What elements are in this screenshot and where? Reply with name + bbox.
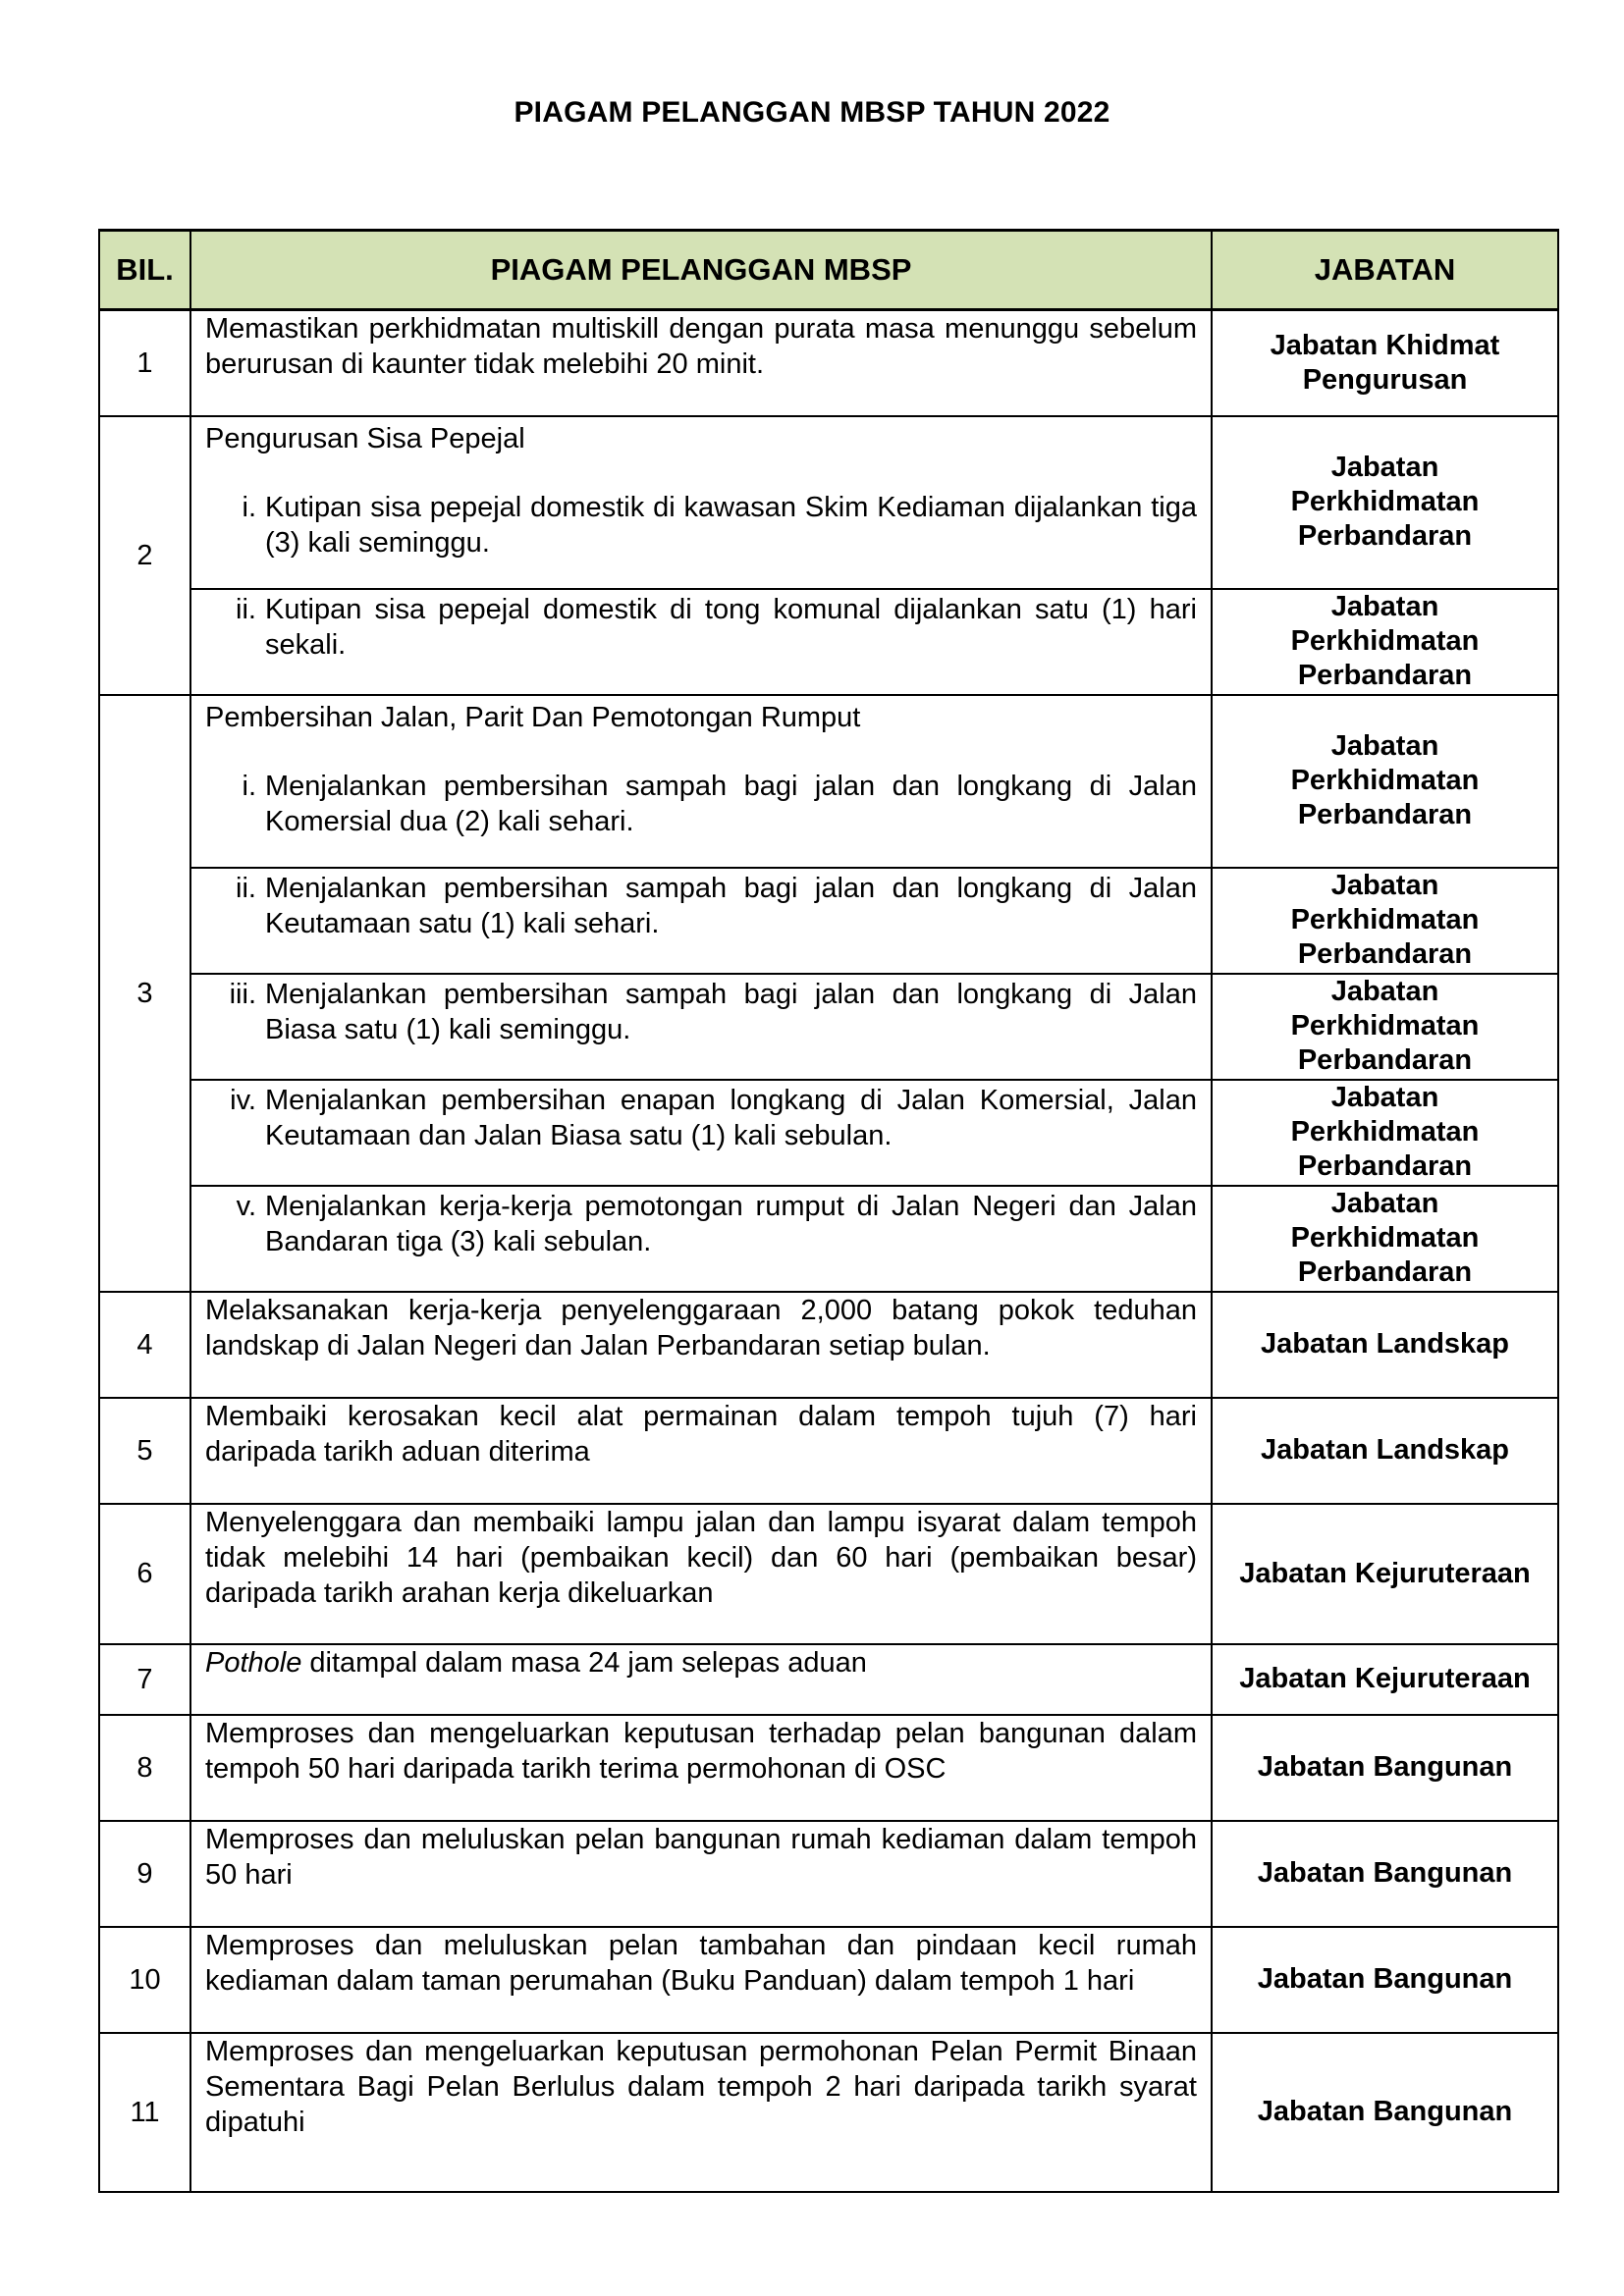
list-item <box>205 977 1197 1047</box>
department-line: Jabatan <box>1330 452 1439 483</box>
row-description <box>190 1715 1212 1821</box>
row-description <box>190 1080 1212 1186</box>
row-number: 8 <box>99 1715 190 1821</box>
list-item <box>205 871 1197 941</box>
section-heading: Pengurusan Sisa Pepejal <box>205 422 525 454</box>
department-line: Perkhidmatan <box>1290 1116 1480 1148</box>
department-line: Perbandaran <box>1297 1044 1473 1076</box>
table-row <box>99 1715 1558 1821</box>
row-department: Jabatan Kejuruteraan <box>1212 1644 1558 1715</box>
item-number: i. <box>242 491 256 523</box>
department-line: Perbandaran <box>1297 520 1473 552</box>
row-department: Jabatan Bangunan <box>1212 2033 1558 2192</box>
row-department <box>1212 1186 1558 1292</box>
row-description-text: Melaksanakan kerja-kerja penyelenggaraan 2,000 batang pokok teduhan landskap di Jalan Negeri dan Jalan Perbandaran setiap bulan. <box>205 1294 1197 1362</box>
department-line: Jabatan Khidmat <box>1270 329 1500 361</box>
department-line: Jabatan <box>1330 591 1439 622</box>
department-line: Jabatan <box>1330 976 1439 1007</box>
department-line: Jabatan <box>1330 870 1439 901</box>
row-description-text: Memastikan perkhidmatan multiskill dengan purata masa menunggu sebelum berurusan di kaunter tidak melebihi 20 minit. <box>205 313 1197 380</box>
list-item <box>205 1083 1197 1153</box>
row-department: Jabatan Bangunan <box>1212 1715 1558 1821</box>
row-description-text: Memproses dan meluluskan pelan bangunan rumah kediaman dalam tempoh 50 hari <box>205 1823 1197 1891</box>
row-description-text <box>205 1645 1197 1681</box>
item-number: i. <box>242 770 256 802</box>
item-text: Kutipan sisa pepejal domestik di tong komunal dijalankan satu (1) hari sekali. <box>265 593 1197 661</box>
table-row <box>99 2033 1558 2192</box>
row-department <box>1212 1080 1558 1186</box>
header-bil: BIL. <box>99 231 190 310</box>
row-number: 1 <box>99 310 190 416</box>
row-department <box>1212 695 1558 868</box>
item-text: Menjalankan pembersihan enapan longkang di Jalan Komersial, Jalan Keutamaan dan Jalan Biasa satu (1) kali sebulan. <box>265 1084 1197 1151</box>
row-description <box>190 416 1212 589</box>
table-row <box>99 1398 1558 1504</box>
table-row <box>99 1644 1558 1715</box>
row-number: 11 <box>99 2033 190 2192</box>
table-row <box>99 868 1558 974</box>
row-description-text: Menyelenggara dan membaiki lampu jalan dan lampu isyarat dalam tempoh tidak melebihi 14 hari (pembaikan kecil) dan 60 hari (pembaikan besar) daripada tarikh arahan kerja dikeluarkan <box>205 1506 1197 1609</box>
row-department: Jabatan Kejuruteraan <box>1212 1504 1558 1644</box>
section-heading: Pembersihan Jalan, Parit Dan Pemotongan Rumput <box>205 701 861 733</box>
department-line: Pengurusan <box>1302 363 1468 396</box>
item-text: Menjalankan pembersihan sampah bagi jalan dan longkang di Jalan Keutamaan satu (1) kali sehari. <box>265 872 1197 939</box>
table-row <box>99 310 1558 416</box>
row-description-text: Membaiki kerosakan kecil alat permainan dalam tempoh tujuh (7) hari daripada tarikh aduan diterima <box>205 1400 1197 1468</box>
row-description <box>190 868 1212 974</box>
item-text: Menjalankan pembersihan sampah bagi jalan dan longkang di Jalan Komersial dua (2) kali sehari. <box>265 770 1197 837</box>
item-number: iv. <box>230 1084 256 1116</box>
department-line: Perkhidmatan <box>1290 625 1480 657</box>
row-number: 4 <box>99 1292 190 1398</box>
table-row <box>99 1821 1558 1927</box>
row-number: 5 <box>99 1398 190 1504</box>
row-number: 10 <box>99 1927 190 2033</box>
row-department <box>1212 974 1558 1080</box>
table-row <box>99 974 1558 1080</box>
department-line: Perkhidmatan <box>1290 486 1480 517</box>
row-department <box>1212 868 1558 974</box>
department-line: Jabatan <box>1330 1188 1439 1219</box>
department-line: Perkhidmatan <box>1290 1222 1480 1254</box>
row-description <box>190 1644 1212 1715</box>
table-row <box>99 416 1558 589</box>
row-description <box>190 1504 1212 1644</box>
row-description <box>190 1927 1212 2033</box>
row-number: 3 <box>99 695 190 1292</box>
table-row <box>99 1927 1558 2033</box>
row-description <box>190 1398 1212 1504</box>
row-description <box>190 589 1212 695</box>
row-description <box>190 1186 1212 1292</box>
row-department: Jabatan Landskap <box>1212 1398 1558 1504</box>
item-text: Menjalankan pembersihan sampah bagi jalan dan longkang di Jalan Biasa satu (1) kali seminggu. <box>265 978 1197 1045</box>
document-title: PIAGAM PELANGGAN MBSP TAHUN 2022 <box>514 96 1110 129</box>
department-line: Perbandaran <box>1297 1256 1473 1288</box>
table-header-row <box>99 231 1558 310</box>
italic-term: Pothole <box>205 1646 302 1679</box>
row-description-text: Memproses dan meluluskan pelan tambahan dan pindaan kecil rumah kediaman dalam taman perumahan (Buku Panduan) dalam tempoh 1 hari <box>205 1929 1197 1997</box>
row-number: 2 <box>99 416 190 695</box>
department-line: Perbandaran <box>1297 1150 1473 1182</box>
row-department: Jabatan Bangunan <box>1212 1821 1558 1927</box>
header-piagam: PIAGAM PELANGGAN MBSP <box>190 231 1212 310</box>
row-description <box>190 1821 1212 1927</box>
row-department <box>1212 589 1558 695</box>
row-department <box>1212 416 1558 589</box>
row-description <box>190 2033 1212 2192</box>
table-row <box>99 589 1558 695</box>
table-row <box>99 1186 1558 1292</box>
row-department: Jabatan Landskap <box>1212 1292 1558 1398</box>
department-line: Perbandaran <box>1297 799 1473 830</box>
row-number: 7 <box>99 1644 190 1715</box>
row-department <box>1212 310 1558 416</box>
row-description <box>190 1292 1212 1398</box>
item-number: ii. <box>236 872 256 904</box>
row-description <box>190 310 1212 416</box>
item-number: v. <box>236 1190 256 1222</box>
table-row <box>99 1080 1558 1186</box>
row-number: 9 <box>99 1821 190 1927</box>
department-line: Perbandaran <box>1297 660 1473 691</box>
department-line: Perkhidmatan <box>1290 765 1480 796</box>
row-description <box>190 974 1212 1080</box>
row-number: 6 <box>99 1504 190 1644</box>
table-row <box>99 1504 1558 1644</box>
list-item <box>205 592 1197 663</box>
table-row <box>99 1292 1558 1398</box>
list-item <box>205 490 1197 561</box>
row-department: Jabatan Bangunan <box>1212 1927 1558 2033</box>
department-line: Perbandaran <box>1297 938 1473 970</box>
item-number: iii. <box>229 978 256 1010</box>
department-line: Perkhidmatan <box>1290 1010 1480 1041</box>
table-row <box>99 695 1558 868</box>
department-line: Perkhidmatan <box>1290 904 1480 935</box>
item-number: ii. <box>236 593 256 625</box>
department-line: Jabatan <box>1330 730 1439 762</box>
item-text: Menjalankan kerja-kerja pemotongan rumput di Jalan Negeri dan Jalan Bandaran tiga (3) kali sebulan. <box>265 1190 1197 1257</box>
row-description-text: Memproses dan mengeluarkan keputusan terhadap pelan bangunan dalam tempoh 50 hari daripada tarikh terima permohonan di OSC <box>205 1717 1197 1785</box>
list-item <box>205 1189 1197 1259</box>
row-description <box>190 695 1212 868</box>
list-item <box>205 769 1197 839</box>
item-text: Kutipan sisa pepejal domestik di kawasan Skim Kediaman dijalankan tiga (3) kali seminggu. <box>265 491 1197 559</box>
customer-charter-table <box>98 229 1559 2193</box>
department-line: Jabatan <box>1330 1082 1439 1113</box>
row-description-text: Memproses dan mengeluarkan keputusan permohonan Pelan Permit Binaan Sementara Bagi Pelan Berlulus dalam tempoh 2 hari daripada tarikh syarat dipatuhi <box>205 2035 1197 2138</box>
row-description-rest: ditampal dalam masa 24 jam selepas aduan <box>301 1646 867 1679</box>
header-jabatan: JABATAN <box>1212 231 1558 310</box>
